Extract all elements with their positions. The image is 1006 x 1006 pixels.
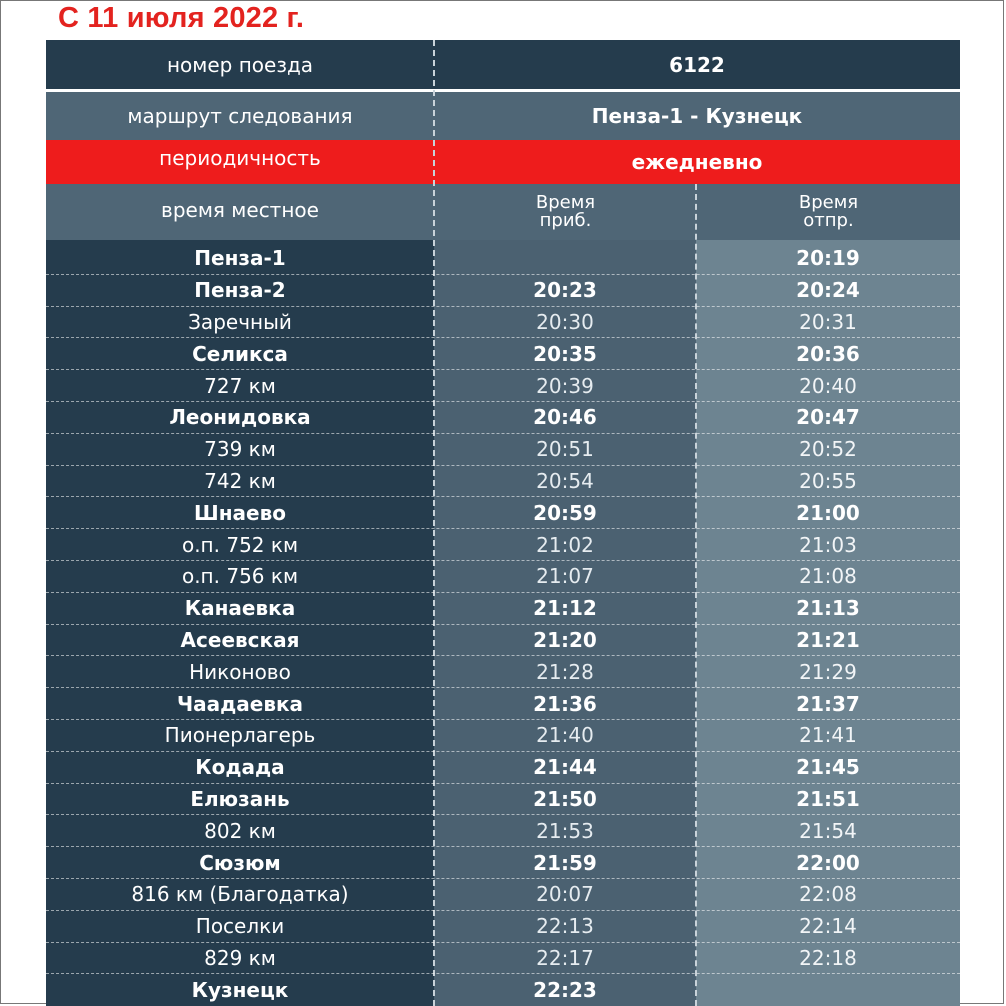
train-number-row: [46, 40, 960, 89]
table-row: [46, 943, 960, 975]
periodicity-value: ежедневно: [631, 150, 763, 174]
station-name: Поселки: [195, 914, 285, 939]
arrival-time: 21:59: [533, 850, 597, 875]
station-name: Кузнецк: [191, 978, 289, 1003]
station-name: 802 км: [204, 818, 276, 843]
station-name: Заречный: [188, 309, 292, 334]
arrival-time: 21:36: [533, 691, 597, 716]
departure-time: 22:14: [799, 914, 857, 939]
departure-time: 21:00: [796, 500, 860, 525]
arrival-time: 20:35: [533, 341, 597, 366]
table-row: [46, 561, 960, 593]
departure-time: 21:03: [799, 532, 857, 557]
periodicity-row: [46, 140, 960, 184]
time-header-row: [46, 184, 960, 240]
table-row: [46, 434, 960, 466]
table-row: [46, 879, 960, 911]
train-number-value: 6122: [669, 52, 725, 77]
departure-time: 21:51: [796, 786, 860, 811]
table-row: [46, 911, 960, 943]
table-row: [46, 720, 960, 752]
table-row: [46, 466, 960, 498]
station-name: Пионерлагерь: [164, 723, 316, 748]
arrival-time: 22:23: [533, 978, 597, 1003]
arrival-time: 20:07: [536, 882, 594, 907]
departure-time: 22:08: [799, 882, 857, 907]
departure-header: [697, 194, 960, 230]
station-name: Пенза-1: [194, 246, 286, 271]
arrival-time: 21:50: [533, 786, 597, 811]
departure-time: 20:19: [796, 246, 860, 271]
table-row: [46, 402, 960, 434]
table-row: [46, 784, 960, 816]
departure-time: 20:52: [799, 437, 857, 462]
route-row: [46, 92, 960, 140]
schedule-effective-date: С 11 июля 2022 г.: [58, 2, 305, 34]
station-name: Никоново: [189, 659, 291, 684]
table-row: [46, 974, 960, 1006]
station-name: 742 км: [204, 468, 276, 493]
arrival-time: 21:20: [533, 627, 597, 652]
train-number-label: номер поезда: [166, 52, 314, 77]
station-name: Чаадаевка: [176, 691, 304, 716]
arrival-time: 21:44: [533, 755, 597, 780]
table-row: [46, 593, 960, 625]
station-name: Леонидовка: [169, 405, 311, 430]
arrival-time: 21:02: [536, 532, 594, 557]
departure-time: 22:00: [796, 850, 860, 875]
departure-time: 21:45: [796, 755, 860, 780]
station-name: Сюзюм: [199, 850, 281, 875]
arrival-header-line1: Время: [535, 192, 596, 213]
table-row: [46, 656, 960, 688]
departure-time: 21:21: [796, 627, 860, 652]
arrival-time: 21:53: [536, 818, 594, 843]
table-row: [46, 338, 960, 370]
station-name: о.п. 752 км: [181, 532, 299, 557]
departure-time: 21:37: [796, 691, 860, 716]
table-row: [46, 275, 960, 307]
departure-time: 20:55: [799, 468, 857, 493]
route-value: Пенза-1 - Кузнецк: [591, 104, 803, 128]
departure-time: 20:40: [799, 373, 857, 398]
departure-time: 20:31: [799, 309, 857, 334]
departure-time: 21:13: [796, 596, 860, 621]
departure-time: 20:24: [796, 278, 860, 303]
departure-time: 21:08: [799, 564, 857, 589]
arrival-time: 20:39: [536, 373, 594, 398]
table-row: [46, 307, 960, 339]
departure-time: 21:29: [799, 659, 857, 684]
arrival-time: 20:51: [536, 437, 594, 462]
departure-header-line2: отпр.: [803, 210, 854, 231]
arrival-time: 21:07: [536, 564, 594, 589]
arrival-time: 22:13: [536, 914, 594, 939]
timetable: [46, 40, 960, 1006]
departure-time: 20:36: [796, 341, 860, 366]
arrival-time: 22:17: [536, 945, 594, 970]
table-row: [46, 497, 960, 529]
table-row: [46, 370, 960, 402]
departure-header-line1: Время: [798, 192, 859, 213]
departure-time: 21:41: [799, 723, 857, 748]
periodicity-label: периодичность: [159, 146, 321, 170]
station-name: Пенза-2: [194, 278, 286, 303]
arrival-header-line2: приб.: [539, 210, 592, 231]
table-row: [46, 847, 960, 879]
arrival-time: 20:46: [533, 405, 597, 430]
arrival-time: 20:54: [536, 468, 594, 493]
arrival-time: 21:28: [536, 659, 594, 684]
table-row: [46, 625, 960, 657]
station-name: Елюзань: [190, 786, 290, 811]
station-name: Шнаево: [194, 500, 286, 525]
table-row: [46, 688, 960, 720]
station-name: Канаевка: [184, 596, 296, 621]
station-name: 727 км: [204, 373, 276, 398]
arrival-header: [434, 194, 697, 230]
station-name: Кодада: [195, 755, 285, 780]
arrival-time: 21:12: [533, 596, 597, 621]
station-name: 739 км: [204, 437, 276, 462]
table-row: [46, 529, 960, 561]
station-name: 829 км: [204, 945, 276, 970]
departure-time: 21:54: [799, 818, 857, 843]
arrival-time: 21:40: [536, 723, 594, 748]
table-row: [46, 815, 960, 847]
station-name: 816 км (Благодатка): [131, 882, 349, 907]
route-label: маршрут следования: [127, 104, 353, 128]
local-time-label: время местное: [161, 198, 319, 222]
table-row: [46, 243, 960, 275]
stops-list: [46, 243, 960, 1006]
station-name: о.п. 756 км: [181, 564, 299, 589]
departure-time: 20:47: [796, 405, 860, 430]
station-name: Асеевская: [180, 627, 300, 652]
arrival-time: 20:59: [533, 500, 597, 525]
station-name: Селикса: [192, 341, 288, 366]
arrival-time: 20:30: [536, 309, 594, 334]
table-row: [46, 752, 960, 784]
departure-time: 22:18: [799, 945, 857, 970]
arrival-time: 20:23: [533, 278, 597, 303]
